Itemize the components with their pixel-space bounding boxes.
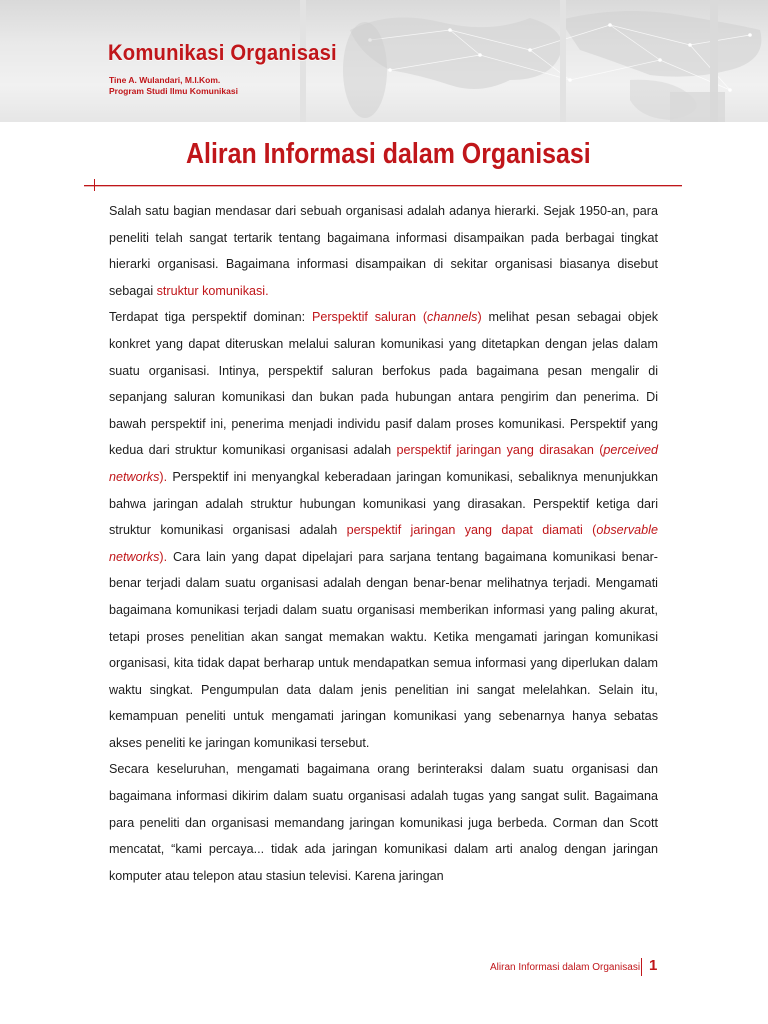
highlighted-term: ) — [477, 310, 482, 325]
crosshair-mark — [94, 179, 95, 191]
author-name: Tine A. Wulandari, M.I.Kom. — [109, 75, 221, 85]
paragraph — [109, 304, 658, 756]
text-run: Salah satu bagian mendasar dari sebuah organisasi adalah adanya hierarki. Sejak 1950-an, para peneliti telah sangat tertarik tentang bagaimana informasi disampaikan pada berbagai tingkat hierarki organisasi. Bagaimana informasi disampaikan di sekitar organisasi biasanya disebut sebagai — [109, 204, 658, 298]
highlighted-term: . — [265, 283, 269, 298]
program-name: Program Studi Ilmu Komunikasi — [109, 86, 238, 96]
page-title: Aliran Informasi dalam Organisasi — [186, 138, 591, 170]
highlighted-term: Perspektif saluran ( — [311, 310, 428, 325]
text-run: Perspektif ini menyangkal keberadaan jaringan komunikasi, sebaliknya menunjukkan bahwa jaringan adalah struktur hubungan komunikasi yang dirasakan. Perspektif ketiga dari struktur komunikasi organisasi adalah — [109, 469, 658, 538]
highlighted-term: perspektif jaringan yang dirasakan ( — [396, 443, 604, 458]
footer-label: Aliran Informasi dalam Organisasi — [490, 962, 641, 973]
paragraph — [109, 756, 658, 889]
highlighted-term: channels — [427, 310, 478, 325]
text-run: Cara lain yang dapat dipelajari para sarjana tentang bagaimana komunikasi benar-benar terjadi dalam suatu organisasi adalah dengan benar-benar melihatnya terjadi. Mengamati bagaimana komunikasi terjadi dalam suatu organisasi memberikan informasi yang paling akurat, tetapi proses penelitian akan sangat memakan waktu. Ketika mengamati jaringan komunikasi organisasi, kita tidak dapat berharap untuk mendapatkan semua informasi yang diperlukan dalam waktu singkat. Pengumpulan data dalam jenis penelitian ini sangat melelahkan. Selain itu, kemampuan peneliti untuk mengamati jaringan komunikasi yang sebenarnya hanya sebatas akses peneliti ke jaringan komunikasi tersebut. — [109, 549, 658, 750]
footer-separator — [641, 958, 642, 976]
header-banner — [0, 0, 768, 122]
highlighted-term: observable networks — [109, 523, 658, 564]
paragraph — [109, 198, 658, 304]
text-run: Terdapat tiga perspektif dominan: — [109, 310, 312, 325]
text-run: Secara keseluruhan, mengamati bagaimana orang berinteraksi dalam suatu organisasi dan bagaimana informasi dikirim dalam suatu organisasi adalah tugas yang sangat sulit. Bagaimana para peneliti dan organisasi memandang jaringan komunikasi juga berbeda. Corman dan Scott mencatat, “kami percaya... tidak ada jaringan komunikasi dalam arti analog dengan jaringan komputer atau telepon atau stasiun televisi. Karena jaringan — [109, 762, 658, 883]
title-underline-shadow — [84, 186, 682, 187]
highlighted-term: struktur komunikasi — [156, 283, 266, 298]
page-number: 1 — [649, 957, 658, 974]
highlighted-term: perceived networks — [109, 443, 658, 484]
world-map-background — [330, 0, 768, 122]
highlighted-term: perspektif jaringan yang dapat diamati ( — [346, 523, 597, 538]
highlighted-term: ). — [159, 549, 168, 564]
text-run: melihat pesan sebagai objek konkret yang dapat diteruskan melalui saluran komunikasi yang ditetapkan dengan jelas dalam suatu organisasi. Intinya, perspektif saluran berfokus pada bagaimana pesan mengalir di sepanjang saluran komunikasi dan bukan pada hubungan antara pengirim dan penerima. Di bawah perspektif ini, penerima menjadi individu pasif dalam proses komunikasi. Perspektif yang kedua dari struktur komunikasi organisasi adalah — [109, 310, 659, 458]
body-text — [109, 198, 658, 889]
window-frame — [560, 0, 566, 122]
course-title: Komunikasi Organisasi — [108, 40, 337, 65]
highlighted-term: ). — [159, 469, 168, 484]
